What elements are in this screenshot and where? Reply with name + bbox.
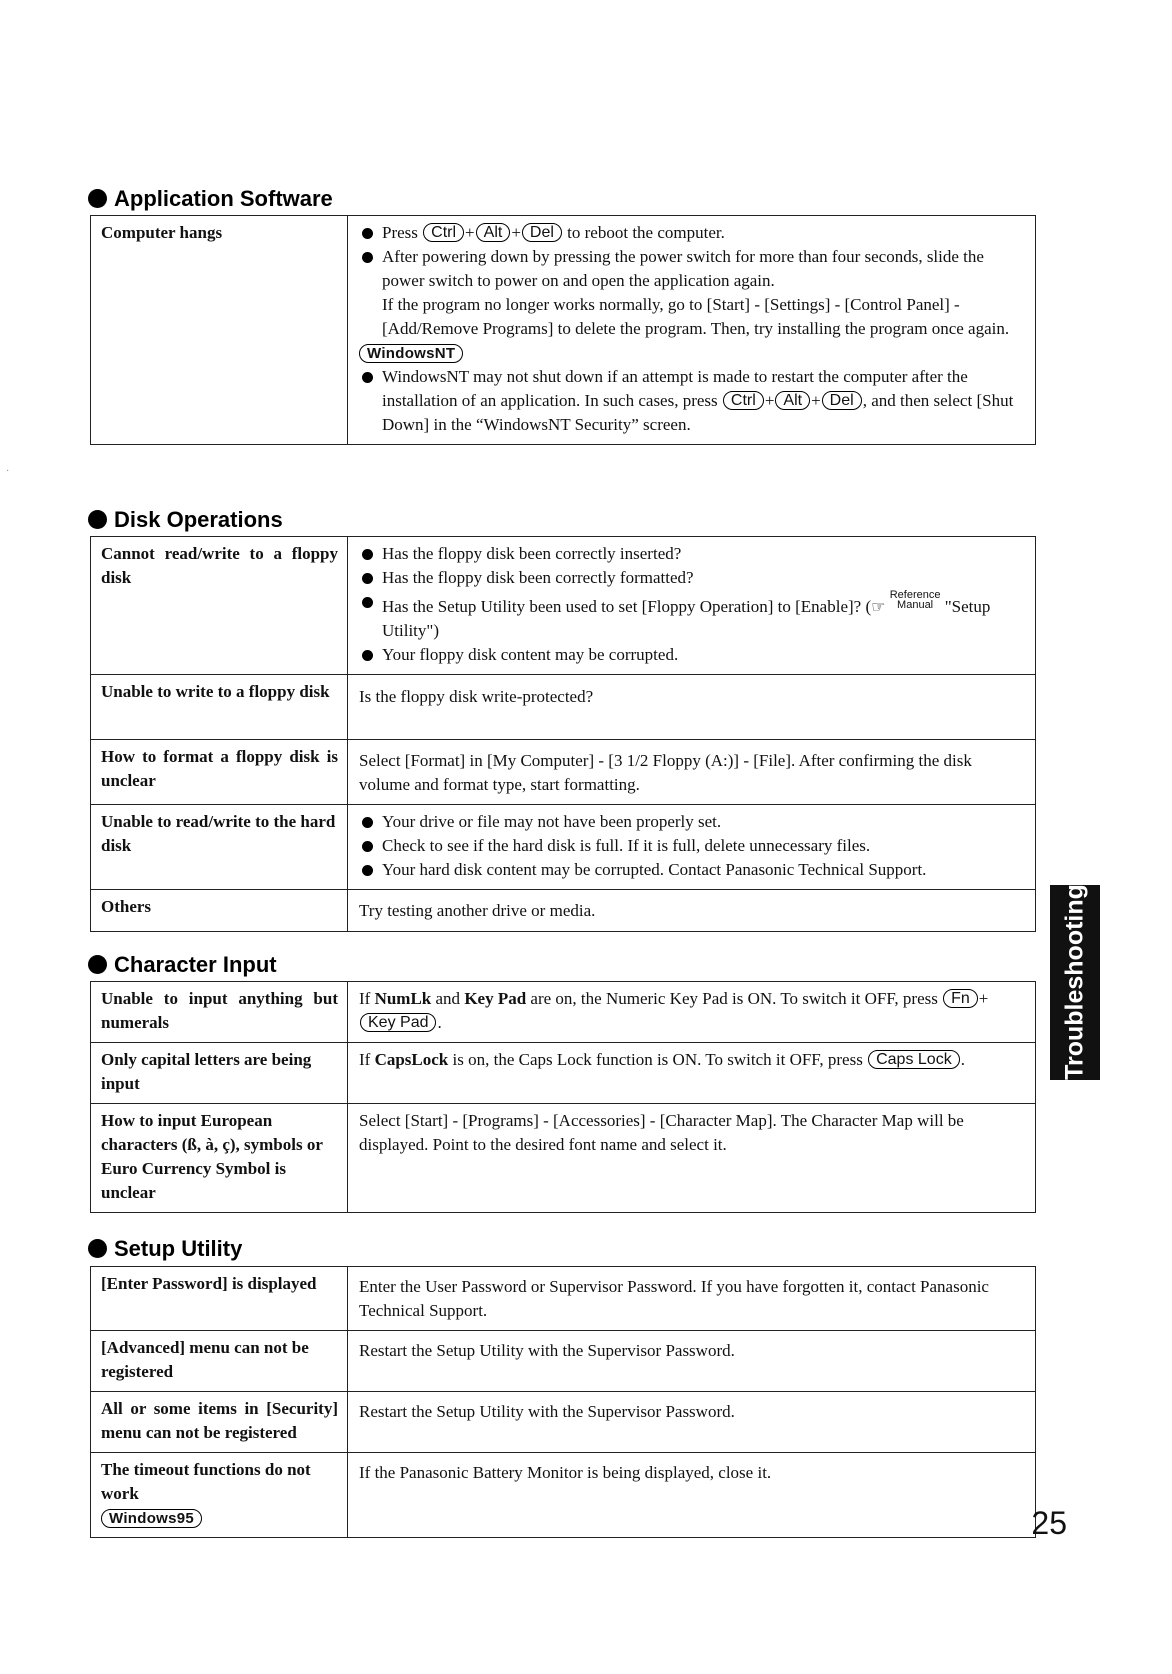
margin-mark: ·	[6, 466, 10, 477]
table-row	[91, 890, 1036, 932]
list-item: Your floppy disk content may be corrupted.	[359, 643, 1026, 667]
table-row	[91, 1104, 1036, 1213]
row-label: The timeout functions do not work Windows95	[91, 1453, 348, 1538]
section-heading-setup-utility	[88, 1236, 242, 1262]
list-item: Has the floppy disk been correctly inserted?	[359, 542, 1026, 566]
table-row	[91, 537, 1036, 675]
row-label: Computer hangs	[91, 216, 348, 445]
side-tab-label: Troubleshooting	[1060, 884, 1089, 1080]
row-description: Restart the Setup Utility with the Supervisor Password.	[348, 1392, 1036, 1453]
table-row	[91, 1267, 1036, 1331]
row-label: Unable to write to a floppy disk	[91, 675, 348, 740]
row-description: Select [Start] - [Programs] - [Accessories] - [Character Map]. The Character Map will be displayed. Point to the desired font name and select it.	[348, 1104, 1036, 1213]
table-row	[91, 216, 1036, 445]
heading-bullet-icon	[88, 955, 107, 974]
heading-text: Character Input	[114, 952, 277, 977]
section-heading-character-input	[88, 952, 277, 978]
table-row	[91, 675, 1036, 740]
list-item: Your hard disk content may be corrupted. Contact Panasonic Technical Support.	[359, 858, 1026, 882]
list-item: Your drive or file may not have been properly set.	[359, 810, 1026, 834]
section-heading-application-software	[88, 186, 333, 212]
heading-bullet-icon	[88, 189, 107, 208]
row-label: How to format a floppy disk is unclear	[91, 740, 348, 805]
list-item: Has the floppy disk been correctly formatted?	[359, 566, 1026, 590]
windows95-tag-icon: Windows95	[101, 1509, 202, 1528]
row-label: Only capital letters are being input	[91, 1043, 348, 1104]
section-heading-disk-operations	[88, 507, 283, 533]
del-key-icon: Del	[522, 223, 562, 242]
row-label: Unable to read/write to the hard disk	[91, 805, 348, 890]
list-item: Press Ctrl + Alt + Del to reboot the computer.	[359, 221, 1026, 245]
row-description: If CapsLock is on, the Caps Lock function is ON. To switch it OFF, press Caps Lock .	[348, 1043, 1036, 1104]
pointing-hand-icon: ☞	[871, 597, 886, 616]
row-description: Is the floppy disk write-protected?	[348, 675, 1036, 740]
row-description: Restart the Setup Utility with the Supervisor Password.	[348, 1331, 1036, 1392]
alt-key-icon: Alt	[476, 223, 511, 242]
row-description: Select [Format] in [My Computer] - [3 1/2 Floppy (A:)] - [File]. After confirming the disk volume and format type, start formatting.	[348, 740, 1036, 805]
table-row	[91, 1043, 1036, 1104]
windowsnt-tag-icon: WindowsNT	[359, 344, 463, 363]
row-label: How to input European characters (ß, à, ç), symbols or Euro Currency Symbol is unclear	[91, 1104, 348, 1213]
list-item: Check to see if the hard disk is full. If it is full, delete unnecessary files.	[359, 834, 1026, 858]
heading-bullet-icon	[88, 1239, 107, 1258]
list-item: After powering down by pressing the power switch for more than four seconds, slide the power switch to power on and open the application again. If the program no longer works normally, go to [Start] - [Settings] - [Control Panel] - [Add/Remove Programs] to delete the program. Then, try installing the program once again.	[359, 245, 1026, 341]
caps-lock-key-icon: Caps Lock	[868, 1050, 960, 1069]
heading-text: Setup Utility	[114, 1236, 243, 1261]
ctrl-key-icon: Ctrl	[723, 391, 764, 410]
table-row	[91, 982, 1036, 1043]
table-row	[91, 805, 1036, 890]
table-row	[91, 1392, 1036, 1453]
row-description	[348, 805, 1036, 890]
disk-operations-table	[90, 536, 1036, 932]
application-software-table	[90, 215, 1036, 445]
row-description: If the Panasonic Battery Monitor is being displayed, close it.	[348, 1453, 1036, 1538]
row-description: If NumLk and Key Pad are on, the Numeric Key Pad is ON. To switch it OFF, press Fn +Key Pad .	[348, 982, 1036, 1043]
heading-text: Disk Operations	[114, 507, 283, 532]
table-row	[91, 740, 1036, 805]
page-number: 25	[1031, 1505, 1067, 1541]
heading-bullet-icon	[88, 510, 107, 529]
row-description	[348, 216, 1036, 445]
row-description	[348, 537, 1036, 675]
row-label: [Advanced] menu can not be registered	[91, 1331, 348, 1392]
row-description: Enter the User Password or Supervisor Password. If you have forgotten it, contact Panasonic Technical Support.	[348, 1267, 1036, 1331]
row-label: Unable to input anything but numerals	[91, 982, 348, 1043]
row-label: All or some items in [Security] menu can not be registered	[91, 1392, 348, 1453]
del-key-icon: Del	[822, 391, 862, 410]
table-row	[91, 1331, 1036, 1392]
alt-key-icon: Alt	[775, 391, 810, 410]
row-description: Try testing another drive or media.	[348, 890, 1036, 932]
row-label: Others	[91, 890, 348, 932]
table-row	[91, 1453, 1036, 1538]
reference-manual-icon: Reference Manual	[889, 589, 941, 611]
setup-utility-table	[90, 1266, 1036, 1538]
fn-key-icon: Fn	[943, 989, 978, 1008]
list-item: Has the Setup Utility been used to set [Floppy Operation] to [Enable]? (☞ Reference Manual "Setup Utility")	[359, 590, 1026, 643]
troubleshooting-side-tab	[1050, 885, 1100, 1080]
ctrl-key-icon: Ctrl	[423, 223, 464, 242]
heading-text: Application Software	[114, 186, 333, 211]
list-item: WindowsNT may not shut down if an attempt is made to restart the computer after the installation of an application. In such cases, press Ctrl + Alt + Del , and then select [Shut Down] in the “WindowsNT Security” screen.	[359, 365, 1026, 437]
row-label: Cannot read/write to a floppy disk	[91, 537, 348, 675]
keypad-key-icon: Key Pad	[360, 1013, 436, 1032]
row-label: [Enter Password] is displayed	[91, 1267, 348, 1331]
character-input-table	[90, 981, 1036, 1213]
